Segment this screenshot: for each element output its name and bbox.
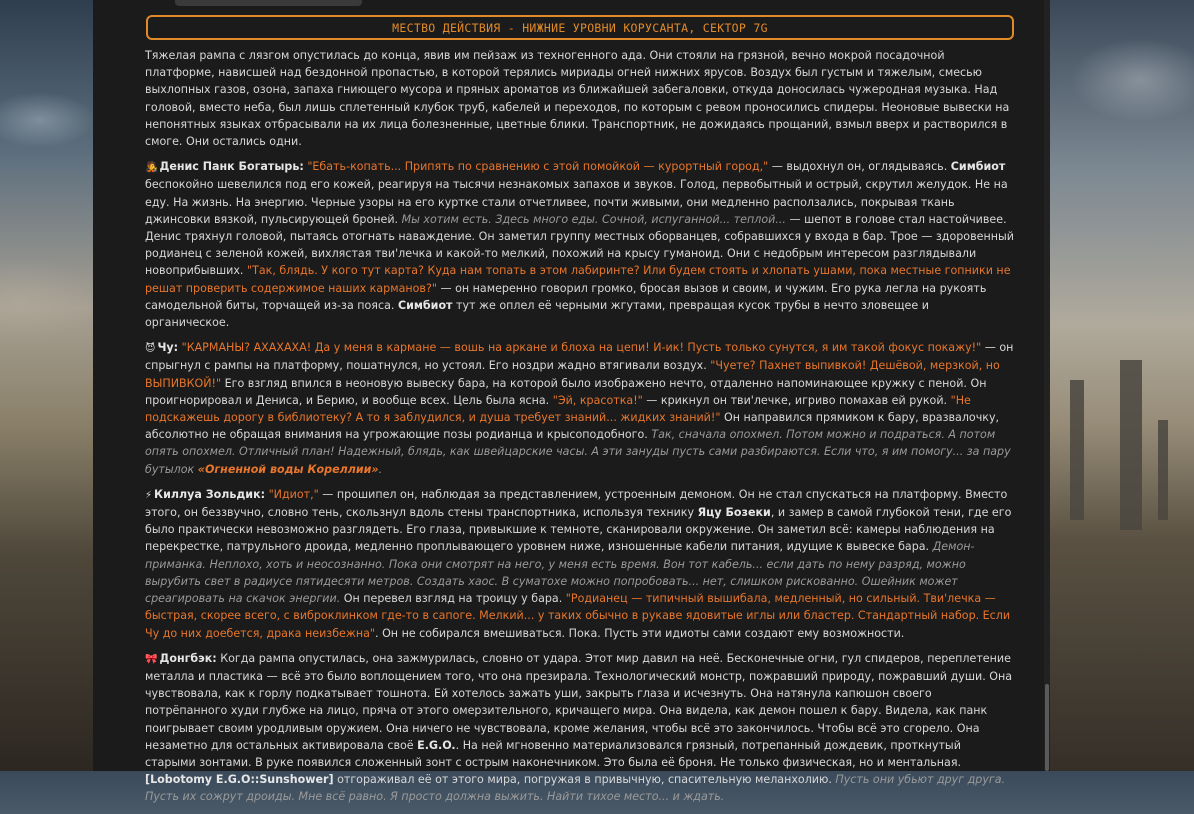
narration: . Он не собирался вмешиваться. Пока. Пусть эти идиоты сами создают ему возможности. (375, 626, 905, 640)
scrollbar-thumb[interactable] (1045, 684, 1049, 771)
character-name: Донгбэк: (159, 651, 217, 665)
devil-emoji-icon: 😈 (145, 343, 156, 355)
narration: Он перевел взгляд на троицу у бара. (340, 592, 566, 606)
lightning-emoji-icon: ⚡ (145, 489, 153, 501)
thought: Мы хотим есть. Здесь много еды. Сочной, испуганной... теплой... (401, 212, 786, 226)
keyword: Симбиот (950, 160, 1006, 174)
top-input-edge[interactable] (175, 0, 362, 6)
speech: "Эй, красотка!" (552, 393, 643, 407)
thought: Демон-приманка. Неплохо, хоть и неосознанно. Пока они смотрят на него, у меня есть время. Вон тот кабель... если дать по нему разряд, можно вырубить свет в радиусе пятидесяти метров. Создать хаос. В суматохе можно попробовать... нет, слишком рискованно. Ошейник может среагировать на скачок энергии. (145, 540, 975, 606)
character-name: Денис Панк Богатырь: (159, 160, 304, 174)
rock-spire (1120, 360, 1142, 530)
narration: , и замер в самой глубокой тени, где его было практически невозможно разглядеть. Его глаза, привыкшие к темноте, сканировали окружение. Он заметил всё: камеры наблюдения на перекрестке, патрульного дроида, медленно проплывающего уровнем ниже, изношенные кабели питания, идущие к вывеске бара. (145, 506, 1012, 554)
keyword: [Lobotomy E.G.O::Sunshower] (145, 773, 334, 787)
rock-spire (1158, 420, 1168, 520)
speech: "Родианец — типичный вышибала, медленный, но сильный. Тви'лечка — быстрая, скорее всего, с виброклинком где-то в сапоге. Мелкий... у таких обычно в рукаве ядовитые иглы или бластер. Стандартный набор. Если Чу до них доебется, драка неизбежна" (145, 592, 1011, 640)
narration: тут же оплел её черными жгутами, превращая кусок трубы в нечто зловещее и органическое. (145, 298, 929, 330)
keyword: Симбиот (397, 298, 453, 312)
speech: "Так, блядь. У кого тут карта? Куда нам топать в этом лабиринте? Или будем стоять и хлопать ушами, пока местные гопники не решат проверить содержимое наших карманов?" (145, 264, 1011, 295)
narration: беспокойно шевелился под его кожей, реагируя на тысячи незнакомых запахов и звуков. Голод, первобытный и острый, скрутил желудок. Не на еду. На жизнь. На энергию. Черные узоры на его куртке стали отчетливее, почти живыми, они медленно расползались, покрывая ткань джинсовки вязкой, пульсирующей броней. (145, 178, 1008, 226)
narration: — он намеренно говорил громко, бросая вызов и своим, и чужим. Его рука легла на рукоять самодельной биты, торчащей из-за пояса. (145, 281, 987, 312)
narration: Когда рампа опустилась, она зажмурилась, словно от удара. Этот мир давил на неё. Бесконечные огни, гул спидеров, переплетение металла и пластика — всё это было воплощением того, что она презирала. Технологический монстр, пожравший природу, пожравший души. Она чувствовала, как к горлу подкатывает тошнота. Ей хотелось зажать уши, закрыть глаза и исчезнуть. Она натянула капюшон своего потрёпанного худи глубже на лицо, пряча от этого омерзительного, кричащего мира. Она видела, как демон пошел к бару. Видела, как панк поигрывает своим уродливым оружием. Она ничего не чувствовала, кроме желания, чтобы всё это закончилось. Чтобы всё это сгорело. Она незаметно для остальных активировала своё (145, 651, 1013, 752)
speech: "Ебать-копать... Припять по сравнению с этой помойкой — курортный город," (307, 160, 769, 174)
speech: "Чуете? Пахнет выпивкой! Дешёвой, мерзкой, но ВЫПИВКОЙ!" (145, 359, 1000, 390)
ribbon-emoji-icon: 🎀 (145, 653, 158, 665)
killua-paragraph (145, 486, 1015, 642)
scrollbar-track[interactable] (1044, 0, 1050, 771)
intro-paragraph: Тяжелая рампа с лязгом опустилась до конца, явив им пейзаж из техногенного ада. Они стояли на грязной, вечно мокрой посадочной платформе, нависшей над бездонной пропастью, в которой терялись мириады огней нижних ярусов. Воздух был густым и тяжелым, смесью выхлопных газов, озона, запаха гниющего мусора и пряных ароматов из ближайшей забегаловки, откуда доносилась чужеродная музыка. Над головой, вместо неба, был лишь сплетенный клубок труб, кабелей и переходов, по которым с ревом проносились спидеры. Неоновые вывески на непонятных языках отбрасывали на их лица болезненные, цветные блики. Транспортник, не дожидаясь прощаний, взмыл вверх и растворился в смоге. Они остались одни. (145, 49, 1010, 149)
speech: "Не подскажешь дорогу в библиотеку? А то я заблудился, и душа требует знаний... жидких знаний!" (145, 393, 971, 425)
background-scenery-left (0, 0, 93, 771)
location-banner: МЕСТВО ДЕЙСТВИЯ - НИЖНИЕ УРОВНИ КОРУСАНТА, СЕКТОР 7G (146, 15, 1014, 40)
dongbaek-paragraph (145, 650, 1015, 806)
narration: — крикнул он тви'лечке, игриво помахав ей рукой. (642, 393, 951, 407)
rock-spire (1070, 380, 1084, 520)
story-content (145, 47, 1015, 814)
keyword: «Огненной воды Кореллии» (197, 462, 379, 476)
background-scenery-right (1050, 0, 1194, 771)
narration: Он направился прямиком к бару, вразвалочку, абсолютно не обращая внимания на угрожающие позы родианца и крысоподобного. (145, 411, 1000, 442)
character-name: Киллуа Зольдик: (154, 487, 266, 501)
narration: — шепот в голове стал настойчивее. Денис тряхнул головой, пытаясь отогнать наваждение. Он заметил группу местных оборванцев, собравшихся у входа в бар. Трое — здоровенный родианец с зеленой кожей, вихлястая тви'лечка и какой-то мелкий, похожий на крысу гуманоид. Они с недобрым интересом разглядывали новоприбывших. (145, 212, 1014, 278)
chu-paragraph (145, 339, 1015, 478)
thought: Пусть они убьют друг друга. Пусть их сожрут дроиды. Мне всё равно. Я просто должна выжить. Найти тихое место... и ждать. (145, 773, 1006, 804)
narration: . На ней мгновенно материализовался грязный, потрепанный дождевик, проткнутый старыми зонтами. В руке появился сложенный зонт с острым наконечником. Это была её броня. Не только физическая, но и ментальная. (145, 738, 962, 769)
narration: — прошипел он, наблюдая за представлением, устроенным демоном. Он не стал спускаться на платформу. Вместо этого, он беззвучно, словно тень, скользнул вдоль стены транспортника, используя технику (145, 487, 1008, 520)
keyword: E.G.O. (417, 738, 456, 752)
thought: Так, сначала опохмел. Потом можно и подраться. А потом опять опохмел. Отличный план! Надежный, блядь, как швейцарские часы. А эти зануды пусть сами разбираются. Если что, я им помогу... за пару бутылок (145, 428, 1011, 476)
speech: "КАРМАНЫ? АХАХАХА! Да у меня в кармане — вошь на аркане и блоха на цепи! И-ик! Пусть только сунутся, я им такой фокус покажу!" (181, 341, 982, 355)
thought: . (378, 462, 383, 476)
narration: Его взгляд впился в неоновую вывеску бара, на которой было изображено нечто, отдаленно напоминающее кружку с пеной. Он проигнорировал и Дениса, и Берию, и вообще всех. Цель была ясна. (145, 376, 987, 407)
character-name: Чу: (157, 341, 179, 355)
narration: отгораживал её от этого мира, погружая в привычную, спасительную меланхолию. (333, 773, 836, 787)
speech: "Идиот," (268, 487, 319, 501)
keyword: Яцу Бозеки (697, 506, 771, 520)
punk-emoji-icon: 🧑‍🎤 (145, 162, 158, 174)
narration: — выдохнул он, оглядываясь. (768, 160, 951, 174)
narration: — он спрыгнул с рампы на платформу, пошатнулся, но устоял. Его ноздри жадно втягивали воздух. (145, 341, 1014, 373)
denis-paragraph (145, 158, 1015, 331)
